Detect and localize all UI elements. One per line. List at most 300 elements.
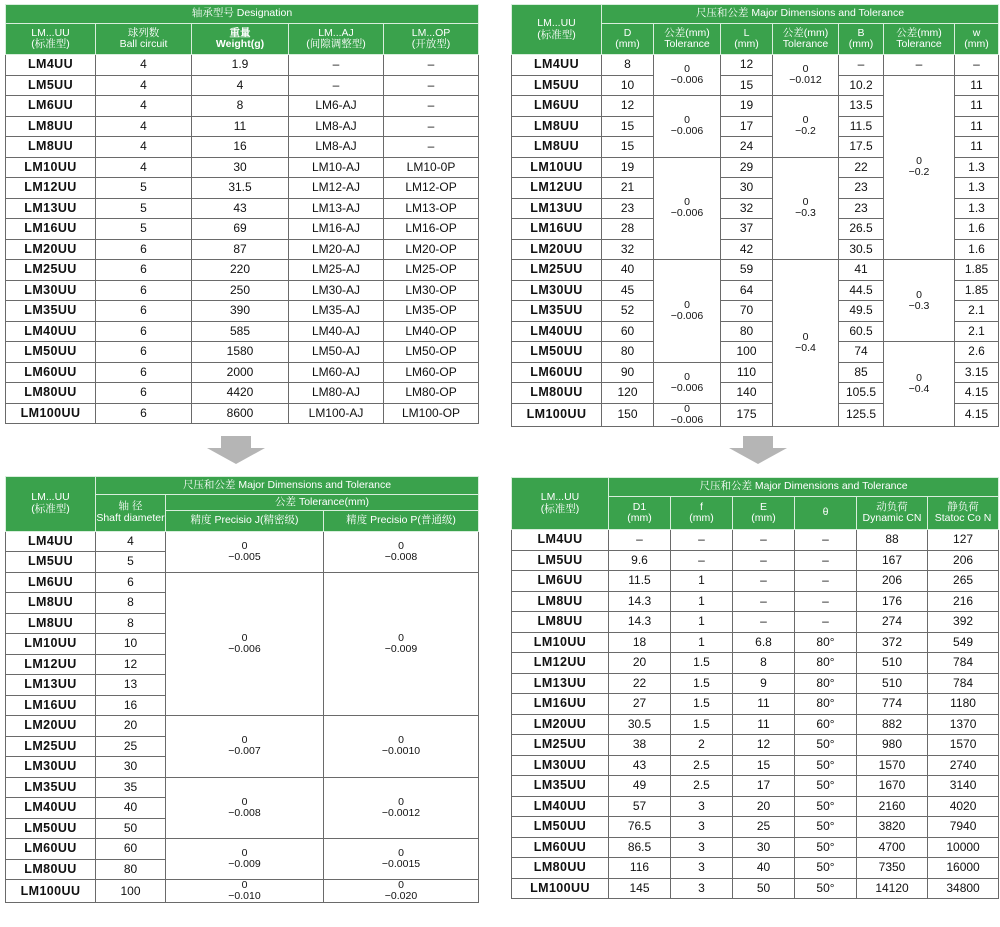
value-cell: 8 <box>733 653 795 674</box>
precision-p-cell <box>324 716 479 778</box>
table-row <box>6 839 479 860</box>
value-cell: 86.5 <box>609 837 671 858</box>
precision-p-cell <box>324 531 479 572</box>
value-cell: 31.5 <box>192 178 289 199</box>
dimensions-tolerance-panel <box>511 4 998 427</box>
value-cell: 14120 <box>857 878 928 899</box>
value-cell: LM40-OP <box>384 321 479 342</box>
value-cell: 510 <box>857 653 928 674</box>
value-cell: 80° <box>795 653 857 674</box>
model-cell: LM16UU <box>6 695 96 716</box>
precision-j-cell-line: 0 <box>241 847 248 859</box>
precision-j-cell-line: 0 <box>241 795 248 808</box>
w-cell: 11 <box>955 75 999 96</box>
b-tolerance-cell <box>884 260 955 342</box>
w-cell: 4.15 <box>955 383 999 404</box>
precision-j-cell <box>166 531 324 572</box>
value-cell: 1370 <box>928 714 999 735</box>
value-cell: 87 <box>192 239 289 260</box>
tolerance-header: 公差 Tolerance(mm) <box>166 495 479 511</box>
l-cell: 110 <box>721 362 773 383</box>
weight-header <box>192 24 289 55</box>
b-cell: 10.2 <box>839 75 884 96</box>
model-cell: LM20UU <box>6 239 96 260</box>
d-tolerance-cell-line: −0.006 <box>670 413 704 426</box>
precision-j-cell-line: 0 <box>241 734 248 747</box>
value-cell: 390 <box>192 301 289 322</box>
d-cell: 19 <box>602 157 654 178</box>
value-cell: 3820 <box>857 817 928 838</box>
dyn-header-line: 动负荷 <box>876 500 908 513</box>
value-cell: 27 <box>609 694 671 715</box>
value-cell: 4700 <box>857 837 928 858</box>
model-cell: LM8UU <box>512 612 609 633</box>
value-cell: 50° <box>795 735 857 756</box>
b-cell: 49.5 <box>839 301 884 322</box>
d-cell: 32 <box>602 239 654 260</box>
table-row <box>512 530 999 551</box>
l-tolerance-cell-line: −0.4 <box>795 341 816 354</box>
value-cell: 3 <box>671 796 733 817</box>
tol3-header-line: 公差(mm) <box>896 26 942 39</box>
model-cell: LM35UU <box>6 777 96 798</box>
model-header-line: LM...UU <box>540 491 580 503</box>
l-cell: 24 <box>721 137 773 158</box>
value-cell: 6 <box>96 280 192 301</box>
shaft-cell: 12 <box>96 654 166 675</box>
value-cell: 5 <box>96 219 192 240</box>
d-cell: 90 <box>602 362 654 383</box>
table-row <box>512 878 999 899</box>
value-cell: 4 <box>96 96 192 117</box>
model-cell: LM4UU <box>6 55 96 76</box>
l-tolerance-cell <box>773 260 839 427</box>
aj-type-header-line: (间隙调整型) <box>306 38 366 50</box>
b-cell: 105.5 <box>839 383 884 404</box>
w-cell: 11 <box>955 116 999 137</box>
table-row <box>6 178 479 199</box>
d-tolerance-cell-line: 0 <box>684 196 690 209</box>
model-cell: LM25UU <box>6 260 96 281</box>
tol1-header-line: 公差(mm) <box>664 26 710 39</box>
table-row <box>6 75 479 96</box>
table-row <box>512 591 999 612</box>
value-cell: 6 <box>96 403 192 424</box>
precision-j-cell <box>166 880 324 903</box>
l-cell: 70 <box>721 301 773 322</box>
w-cell: 1.3 <box>955 178 999 199</box>
ball-circuit-header-line: Ball circuit <box>119 38 168 50</box>
value-cell: 57 <box>609 796 671 817</box>
w-cell: 2.6 <box>955 342 999 363</box>
d-cell: 10 <box>602 75 654 96</box>
model-cell: LM10UU <box>6 157 96 178</box>
value-cell: 4 <box>96 55 192 76</box>
value-cell: – <box>733 612 795 633</box>
model-cell: LM25UU <box>6 736 96 757</box>
value-cell: LM100-AJ <box>289 403 384 424</box>
model-cell: LM25UU <box>512 260 602 281</box>
value-cell: LM8-AJ <box>289 137 384 158</box>
value-cell: 4 <box>96 75 192 96</box>
b-header-line: B <box>857 26 865 39</box>
value-cell: 9.6 <box>609 550 671 571</box>
value-cell: 1 <box>671 571 733 592</box>
stat-header-line: Statoc Co N <box>934 512 992 524</box>
b-cell: 125.5 <box>839 403 884 426</box>
value-cell: 38 <box>609 735 671 756</box>
value-cell: 3 <box>671 858 733 879</box>
b-tolerance-cell-line: 0 <box>916 155 922 168</box>
b-cell: 26.5 <box>839 219 884 240</box>
b-tolerance-cell-line: 0 <box>916 371 922 384</box>
model-header-line: (标准型) <box>31 502 70 515</box>
load-rating-panel <box>511 477 998 899</box>
value-cell: 11.5 <box>609 571 671 592</box>
w-cell: 1.6 <box>955 219 999 240</box>
b-cell: 23 <box>839 178 884 199</box>
model-header-line: LM...UU <box>31 26 70 39</box>
value-cell: 980 <box>857 735 928 756</box>
table-row <box>512 550 999 571</box>
model-cell: LM60UU <box>512 837 609 858</box>
precision-p-cell-line: 0 <box>398 734 404 747</box>
value-cell: LM80-OP <box>384 383 479 404</box>
value-cell: 5 <box>96 178 192 199</box>
value-cell: – <box>384 75 479 96</box>
table-row <box>512 776 999 797</box>
l-cell: 64 <box>721 280 773 301</box>
precision-j-cell-line: −0.005 <box>228 550 261 563</box>
value-cell: 6 <box>96 362 192 383</box>
value-cell: 7350 <box>857 858 928 879</box>
table-row <box>6 362 479 383</box>
w-header-line: (mm) <box>964 38 989 50</box>
d-cell: 45 <box>602 280 654 301</box>
value-cell: 167 <box>857 550 928 571</box>
model-cell: LM13UU <box>6 675 96 696</box>
b-cell: 23 <box>839 198 884 219</box>
value-cell: 50 <box>733 878 795 899</box>
value-cell: 3140 <box>928 776 999 797</box>
value-cell: LM10-0P <box>384 157 479 178</box>
b-cell: 60.5 <box>839 321 884 342</box>
table-row <box>6 157 479 178</box>
precision-p-cell-line: −0.0012 <box>381 806 421 819</box>
model-cell: LM50UU <box>6 342 96 363</box>
l-cell: 29 <box>721 157 773 178</box>
value-cell: 14.3 <box>609 612 671 633</box>
table-row <box>6 301 479 322</box>
d-tolerance-cell-line: 0 <box>684 114 690 127</box>
table-row <box>512 735 999 756</box>
shaft-cell: 50 <box>96 818 166 839</box>
theta-header-line: θ <box>822 506 829 519</box>
stat-header <box>928 497 999 530</box>
value-cell: 510 <box>857 673 928 694</box>
value-cell: 43 <box>609 755 671 776</box>
shaft-cell: 20 <box>96 716 166 737</box>
aj-type-header-line: LM...AJ <box>318 26 354 39</box>
f-header-line: (mm) <box>689 512 714 524</box>
precision-p-cell-line: 0 <box>398 795 404 808</box>
value-cell: – <box>384 116 479 137</box>
d-tolerance-cell-line: −0.006 <box>670 309 704 322</box>
value-cell: 585 <box>192 321 289 342</box>
model-cell: LM100UU <box>6 403 96 424</box>
value-cell: LM80-AJ <box>289 383 384 404</box>
model-cell: LM12UU <box>6 178 96 199</box>
model-cell: LM30UU <box>6 280 96 301</box>
model-cell: LM60UU <box>512 362 602 383</box>
model-cell: LM50UU <box>512 342 602 363</box>
precision-j-cell-line: −0.008 <box>228 806 261 819</box>
value-cell: LM100-OP <box>384 403 479 424</box>
b-cell: 30.5 <box>839 239 884 260</box>
value-cell: 5 <box>96 198 192 219</box>
value-cell: 1.9 <box>192 55 289 76</box>
model-cell: LM80UU <box>512 383 602 404</box>
aj-type-header <box>289 24 384 55</box>
value-cell: 14.3 <box>609 591 671 612</box>
ball-circuit-header <box>96 24 192 55</box>
model-cell: LM20UU <box>512 714 609 735</box>
b-cell: 85 <box>839 362 884 383</box>
value-cell: – <box>384 137 479 158</box>
value-cell: 20 <box>609 653 671 674</box>
model-cell: LM80UU <box>6 859 96 880</box>
w-cell: 1.85 <box>955 260 999 281</box>
value-cell: 7940 <box>928 817 999 838</box>
value-cell: 1 <box>671 591 733 612</box>
value-cell: – <box>795 612 857 633</box>
value-cell: 220 <box>192 260 289 281</box>
value-cell: LM16-OP <box>384 219 479 240</box>
model-cell: LM6UU <box>512 571 609 592</box>
e-header-line: E <box>759 500 767 513</box>
value-cell: – <box>609 530 671 551</box>
value-cell: 274 <box>857 612 928 633</box>
d-tolerance-cell-line: 0 <box>684 63 690 75</box>
value-cell: LM35-OP <box>384 301 479 322</box>
model-header <box>512 478 609 530</box>
value-cell: 145 <box>609 878 671 899</box>
model-cell: LM12UU <box>512 178 602 199</box>
d-tolerance-cell <box>654 403 721 426</box>
value-cell: 69 <box>192 219 289 240</box>
model-cell: LM35UU <box>6 301 96 322</box>
table-row <box>512 632 999 653</box>
d-tolerance-cell <box>654 55 721 96</box>
down-arrow-icon <box>729 436 787 464</box>
value-cell: 549 <box>928 632 999 653</box>
l-tolerance-cell-line: −0.2 <box>795 125 816 138</box>
table-row <box>512 837 999 858</box>
table-row <box>6 239 479 260</box>
value-cell: 6 <box>96 383 192 404</box>
value-cell: 6 <box>96 260 192 281</box>
value-cell: 4020 <box>928 796 999 817</box>
value-cell: LM25-OP <box>384 260 479 281</box>
value-cell: 76.5 <box>609 817 671 838</box>
l-tolerance-cell-line: −0.012 <box>789 74 822 86</box>
value-cell: – <box>733 571 795 592</box>
header-row <box>6 5 479 24</box>
value-cell: – <box>289 55 384 76</box>
model-cell: LM50UU <box>512 817 609 838</box>
value-cell: LM8-AJ <box>289 116 384 137</box>
value-cell: 4 <box>96 137 192 158</box>
model-cell: LM80UU <box>6 383 96 404</box>
value-cell: 392 <box>928 612 999 633</box>
value-cell: 2.5 <box>671 776 733 797</box>
value-cell: 3 <box>671 817 733 838</box>
dimensions-title: 尺压和公差 Major Dimensions and Tolerance <box>96 477 479 495</box>
l-cell: 37 <box>721 219 773 240</box>
value-cell: 4 <box>96 116 192 137</box>
table-row <box>512 858 999 879</box>
value-cell: – <box>795 571 857 592</box>
table-row <box>6 137 479 158</box>
value-cell: LM16-AJ <box>289 219 384 240</box>
shaft-cell: 16 <box>96 695 166 716</box>
model-cell: LM10UU <box>512 632 609 653</box>
value-cell: 8 <box>192 96 289 117</box>
value-cell: 1180 <box>928 694 999 715</box>
model-header <box>6 24 96 55</box>
model-cell: LM6UU <box>512 96 602 117</box>
value-cell: LM10-AJ <box>289 157 384 178</box>
value-cell: 12 <box>733 735 795 756</box>
model-header-line: (标准型) <box>540 502 580 515</box>
value-cell: – <box>795 530 857 551</box>
value-cell: – <box>795 591 857 612</box>
l-tolerance-cell-line: −0.3 <box>795 207 816 220</box>
b-tolerance-cell-line: −0.3 <box>908 299 930 312</box>
value-cell: 30.5 <box>609 714 671 735</box>
model-cell: LM40UU <box>512 796 609 817</box>
shaft-cell: 4 <box>96 531 166 552</box>
d-cell: 8 <box>602 55 654 76</box>
table-row <box>6 880 479 903</box>
l-header-line: L <box>743 26 750 39</box>
table-row <box>512 755 999 776</box>
model-cell: LM8UU <box>512 137 602 158</box>
value-cell: – <box>733 591 795 612</box>
dyn-header <box>857 497 928 530</box>
value-cell: 882 <box>857 714 928 735</box>
value-cell: 1.5 <box>671 694 733 715</box>
b-cell: 17.5 <box>839 137 884 158</box>
value-cell: 6 <box>96 239 192 260</box>
d-cell: 21 <box>602 178 654 199</box>
b-cell: 22 <box>839 157 884 178</box>
d-tolerance-cell-line: 0 <box>684 370 690 383</box>
value-cell: 15 <box>733 755 795 776</box>
table-row <box>6 777 479 798</box>
shaft-cell: 5 <box>96 552 166 573</box>
value-cell: 9 <box>733 673 795 694</box>
tol2-header-line: 公差(mm) <box>782 26 829 39</box>
model-cell: LM30UU <box>6 757 96 778</box>
value-cell: 50° <box>795 858 857 879</box>
l-tolerance-cell <box>773 55 839 96</box>
value-cell: 50° <box>795 755 857 776</box>
dimensions-title: 尺压和公差 Major Dimensions and Tolerance <box>602 5 999 24</box>
table-row <box>512 260 999 281</box>
table-row <box>6 321 479 342</box>
d-tolerance-cell-line: −0.006 <box>670 207 704 220</box>
table-row <box>6 198 479 219</box>
op-type-header-line: (开放型) <box>411 38 451 50</box>
value-cell: 11 <box>733 714 795 735</box>
value-cell: 3 <box>671 878 733 899</box>
precision-j-cell <box>166 716 324 778</box>
dimensions-tolerance-table <box>511 4 999 427</box>
value-cell: 784 <box>928 653 999 674</box>
shaft-cell: 6 <box>96 572 166 593</box>
model-cell: LM20UU <box>512 239 602 260</box>
header-row <box>512 5 999 24</box>
shaft-cell: 25 <box>96 736 166 757</box>
value-cell: 3 <box>671 837 733 858</box>
d1-header-line: (mm) <box>627 512 652 524</box>
f-header <box>671 497 733 530</box>
value-cell: 8600 <box>192 403 289 424</box>
value-cell: 50° <box>795 796 857 817</box>
f-header-line: f <box>700 500 703 513</box>
shaft-cell: 8 <box>96 593 166 614</box>
precision-j-cell <box>166 572 324 716</box>
value-cell: 49 <box>609 776 671 797</box>
table-row <box>6 383 479 404</box>
model-cell: LM40UU <box>512 321 602 342</box>
table-row <box>512 817 999 838</box>
model-cell: LM12UU <box>512 653 609 674</box>
l-tolerance-cell <box>773 96 839 158</box>
model-cell: LM35UU <box>512 776 609 797</box>
table-row <box>6 531 479 552</box>
shaft-cell: 100 <box>96 880 166 903</box>
l-cell: 100 <box>721 342 773 363</box>
value-cell: LM13-AJ <box>289 198 384 219</box>
value-cell: LM35-AJ <box>289 301 384 322</box>
model-cell: LM100UU <box>6 880 96 903</box>
d-cell: 60 <box>602 321 654 342</box>
value-cell: 4 <box>96 157 192 178</box>
value-cell: 1.5 <box>671 653 733 674</box>
value-cell: 2.5 <box>671 755 733 776</box>
table-row <box>6 116 479 137</box>
precision-j-cell-line: 0 <box>241 539 248 552</box>
d-tolerance-cell-line: −0.006 <box>670 74 704 86</box>
d-tolerance-cell-line: 0 <box>684 298 690 311</box>
value-cell: LM12-AJ <box>289 178 384 199</box>
value-cell: 40 <box>733 858 795 879</box>
d-cell: 15 <box>602 137 654 158</box>
value-cell: 2740 <box>928 755 999 776</box>
model-cell: LM4UU <box>512 530 609 551</box>
value-cell: – <box>384 55 479 76</box>
l-tolerance-cell <box>773 157 839 260</box>
table-row <box>512 75 999 96</box>
op-type-header-line: LM...OP <box>411 26 451 39</box>
model-cell: LM5UU <box>512 550 609 571</box>
w-header <box>955 24 999 55</box>
w-cell: 1.3 <box>955 198 999 219</box>
tol3-header <box>884 24 955 55</box>
d-tolerance-cell-line: −0.006 <box>670 125 704 138</box>
